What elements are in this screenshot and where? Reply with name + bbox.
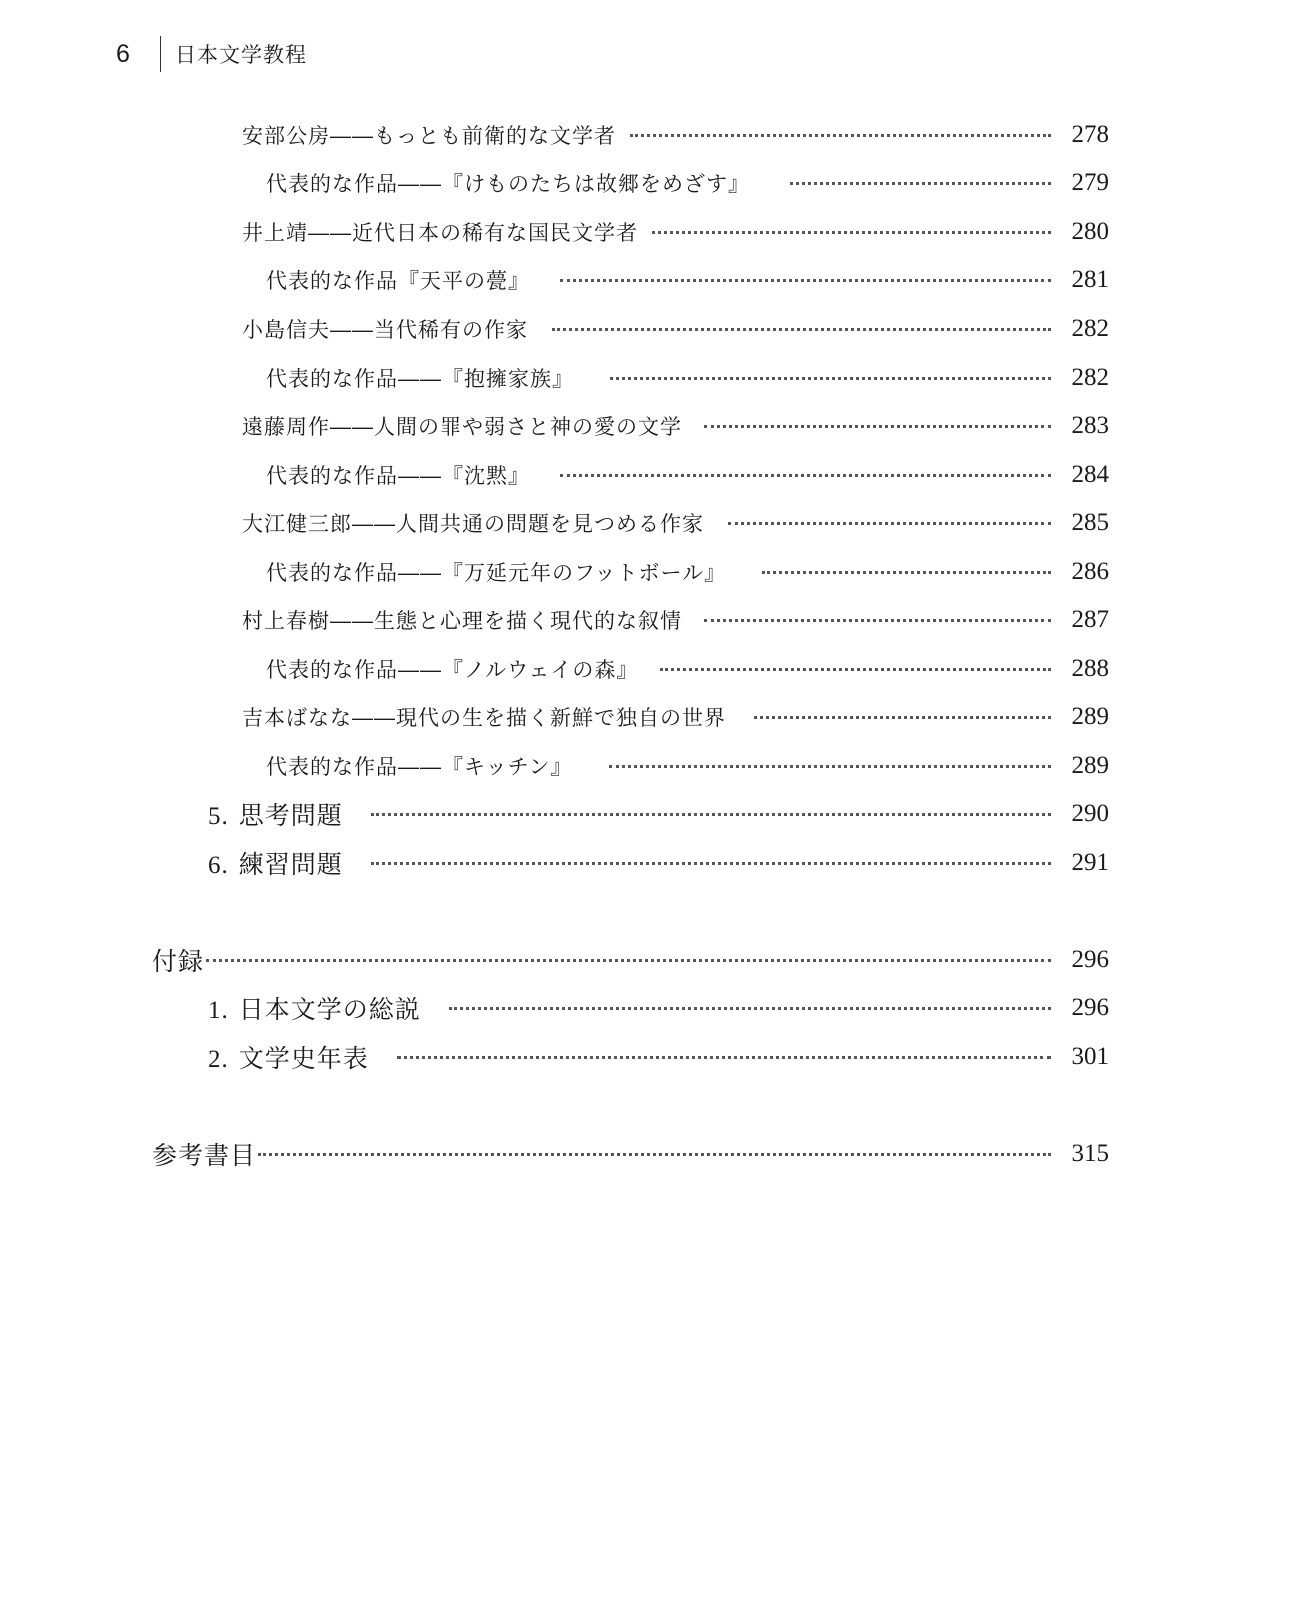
- section-page: 290: [1071, 800, 1109, 827]
- toc-entry[interactable]: [266, 749, 1109, 783]
- appendix-item-label: 日本文学の総説: [238, 995, 421, 1024]
- leader-dots: [371, 797, 1051, 831]
- appendix-item-number: 1.: [208, 997, 229, 1024]
- toc-entry[interactable]: [266, 458, 1109, 492]
- leader-dots: [449, 991, 1051, 1025]
- toc-entry[interactable]: [266, 166, 1109, 200]
- toc-entry[interactable]: [242, 700, 1109, 734]
- toc-appendix-item[interactable]: [208, 991, 1109, 1025]
- leader-dots: [762, 555, 1051, 589]
- appendix-item-number: 2.: [208, 1046, 229, 1073]
- toc-entry[interactable]: [266, 361, 1109, 395]
- appendix-item-page: 296: [1071, 994, 1109, 1021]
- section-number: 5.: [208, 803, 229, 830]
- toc-entry[interactable]: [242, 409, 1109, 443]
- toc-section[interactable]: [208, 797, 1109, 831]
- leader-dots: [728, 506, 1051, 540]
- toc-entry[interactable]: [242, 215, 1109, 249]
- toc-entry-page: 289: [1071, 703, 1109, 730]
- section-page: 291: [1071, 849, 1109, 876]
- leader-dots: [610, 361, 1051, 395]
- toc-entry-page: 288: [1071, 655, 1109, 682]
- book-title: 日本文学教程: [175, 43, 307, 67]
- toc-entry-page: 282: [1071, 315, 1109, 342]
- toc-entry-page: 286: [1071, 558, 1109, 585]
- appendix-label: 付録: [152, 947, 205, 976]
- toc-entry-label: 代表的な作品『天平の甍』: [266, 269, 530, 293]
- toc-entry-page: 282: [1071, 364, 1109, 391]
- section-label: 練習問題: [238, 850, 343, 879]
- toc-entry-label: 小島信夫――当代稀有の作家: [242, 318, 528, 342]
- toc-entry-label: 吉本ばなな――現代の生を描く新鮮で独自の世界: [242, 706, 726, 730]
- toc-entry[interactable]: [242, 603, 1109, 637]
- toc-entry-page: 279: [1071, 169, 1109, 196]
- toc-entry-page: 280: [1071, 218, 1109, 245]
- bibliography-page: 315: [1071, 1140, 1109, 1167]
- leader-dots: [754, 700, 1051, 734]
- section-number: 6.: [208, 852, 229, 879]
- toc-entry-label: 村上春樹――生態と心理を描く現代的な叙情: [242, 609, 682, 633]
- toc-entry-page: 283: [1071, 412, 1109, 439]
- leader-dots: [704, 409, 1051, 443]
- toc-entry-label: 安部公房――もっとも前衛的な文学者: [242, 124, 616, 148]
- appendix-item-page: 301: [1071, 1043, 1109, 1070]
- leader-dots: [258, 1137, 1051, 1171]
- toc-entry[interactable]: [266, 263, 1109, 297]
- leader-dots: [371, 846, 1051, 880]
- leader-dots: [206, 943, 1051, 977]
- running-header: [116, 36, 307, 72]
- section-label: 思考問題: [238, 801, 343, 830]
- leader-dots: [560, 263, 1051, 297]
- leader-dots: [560, 458, 1051, 492]
- toc-bibliography[interactable]: [152, 1137, 1109, 1171]
- toc-entry-label: 井上靖――近代日本の稀有な国民文学者: [242, 221, 638, 245]
- leader-dots: [790, 166, 1051, 200]
- toc-entry[interactable]: [266, 555, 1109, 589]
- leader-dots: [660, 652, 1051, 686]
- toc-entry-label: 大江健三郎――人間共通の問題を見つめる作家: [242, 512, 704, 536]
- toc-entry-page: 281: [1071, 266, 1109, 293]
- toc-entry-label: 代表的な作品――『抱擁家族』: [266, 367, 574, 391]
- toc-entry-page: 284: [1071, 461, 1109, 488]
- toc-entry-label: 代表的な作品――『キッチン』: [266, 755, 573, 779]
- toc-entry-label: 代表的な作品――『ノルウェイの森』: [266, 658, 639, 682]
- bibliography-label: 参考書目: [152, 1141, 257, 1170]
- toc-entry-label: 遠藤周作――人間の罪や弱さと神の愛の文学: [242, 415, 682, 439]
- toc-entry[interactable]: [242, 118, 1109, 152]
- header-divider: [160, 36, 161, 72]
- appendix-page: 296: [1071, 946, 1109, 973]
- page-number: 6: [116, 39, 130, 68]
- toc-entry-page: 287: [1071, 606, 1109, 633]
- toc-entry[interactable]: [266, 652, 1109, 686]
- toc-appendix-item[interactable]: [208, 1040, 1109, 1074]
- leader-dots: [397, 1040, 1051, 1074]
- toc-entry-label: 代表的な作品――『けものたちは故郷をめざす』: [266, 172, 750, 196]
- toc-entry-page: 289: [1071, 752, 1109, 779]
- leader-dots: [652, 215, 1051, 249]
- toc-section[interactable]: [208, 846, 1109, 880]
- leader-dots: [630, 118, 1051, 152]
- appendix-item-label: 文学史年表: [238, 1044, 369, 1073]
- toc-entry[interactable]: [242, 312, 1109, 346]
- toc-entry-label: 代表的な作品――『万延元年のフットボール』: [266, 561, 727, 585]
- toc-entry-page: 285: [1071, 509, 1109, 536]
- leader-dots: [552, 312, 1051, 346]
- toc-appendix[interactable]: [152, 943, 1109, 977]
- toc-entry-label: 代表的な作品――『沈黙』: [266, 464, 530, 488]
- leader-dots: [609, 749, 1051, 783]
- toc-entry-page: 278: [1071, 121, 1109, 148]
- leader-dots: [704, 603, 1051, 637]
- toc-entry[interactable]: [242, 506, 1109, 540]
